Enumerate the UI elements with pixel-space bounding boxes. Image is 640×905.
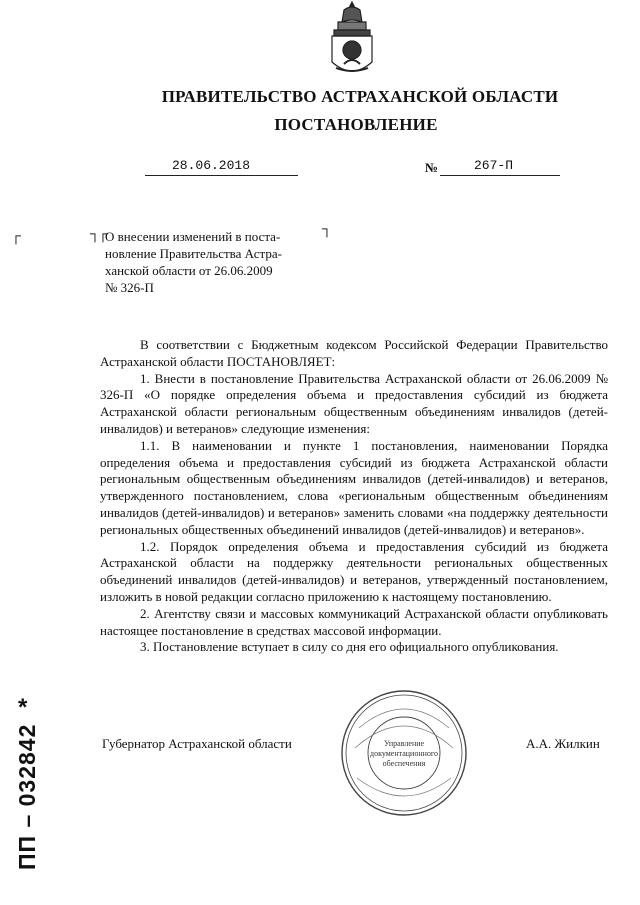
number-underline — [440, 175, 560, 176]
body-paragraph-item-1-1: 1.1. В наименовании и пункте 1 постановления, наименовании Порядка определения объема и предоставления субсидий из бюджета Астраханской области региональным общественным объединениям инвалидов (детей-инвалидов) и ветеранов, утвержденного постановлением, слова «региональным общественным объединениям инвалидов (детей-инвалидов) и ветеранов» заменить словами «на поддержку деятельности региональных общественных объединений инвалидов (детей-инвалидов) и ветеранов». — [100, 437, 608, 537]
side-registration-code: ПП – 032842 — [14, 723, 40, 870]
document-body — [100, 337, 608, 656]
subject-line: новление Правительства Астра- — [105, 246, 282, 261]
coat-of-arms-emblem — [322, 0, 382, 80]
body-paragraph-item-1-2: 1.2. Порядок определения объема и предоставления субсидий из бюджета Астраханской области на поддержку деятельности региональных общественных объединений инвалидов (детей-инвалидов) и ветеранов, утвержденный постановлением, изложить в новой редакции согласно приложению к настоящему постановлению. — [100, 538, 608, 604]
stamp-line: документационного — [370, 749, 438, 758]
subject-bracket-open-2: ┌ — [98, 227, 108, 242]
body-paragraph-item-1: 1. Внести в постановление Правительства Астраханской области от 26.06.2009 № 326-П «О порядке определения объема и предоставления субсидий из бюджета Астраханской области региональным общественным объединениям инвалидов (детей-инвалидов) и ветеранов» следующие изменения: — [100, 370, 608, 436]
body-paragraph-item-2: 2. Агентству связи и массовых коммуникаций Астраханской области опубликовать настоящее постановление в средствах массовой информации. — [100, 605, 608, 638]
subject-line: О внесении изменений в поста- — [105, 229, 281, 244]
side-asterisk: * — [18, 694, 28, 721]
stamp-line: Управление — [383, 739, 425, 748]
date-underline — [145, 175, 298, 176]
subject-line: № 326-П — [105, 280, 154, 295]
official-stamp — [339, 688, 469, 818]
corner-bracket-left: ┌ — [11, 229, 21, 244]
body-paragraph-item-3: 3. Постановление вступает в силу со дня его официального опубликования. — [140, 639, 559, 655]
body-paragraph-preamble: В соответствии с Бюджетным кодексом Российской Федерации Правительство Астраханской области ПОСТАНОВЛЯЕТ: — [100, 337, 608, 369]
number-label: № — [425, 160, 439, 175]
document-number: 267-П — [474, 158, 514, 173]
document-date: 28.06.2018 — [172, 158, 251, 173]
document-type: ПОСТАНОВЛЕНИЕ — [274, 115, 438, 134]
subject-line: ханской области от 26.06.2009 — [105, 263, 273, 278]
signatory-title: Губернатор Астраханской области — [102, 736, 292, 751]
subject-bracket-close: ┐ — [322, 222, 332, 237]
subject-bracket-open: ┐ — [90, 227, 100, 242]
signatory-name: А.А. Жилкин — [526, 736, 600, 751]
subject-block — [105, 228, 330, 296]
government-title: ПРАВИТЕЛЬСТВО АСТРАХАНСКОЙ ОБЛАСТИ — [161, 87, 559, 106]
stamp-line: обеспечения — [382, 759, 426, 768]
